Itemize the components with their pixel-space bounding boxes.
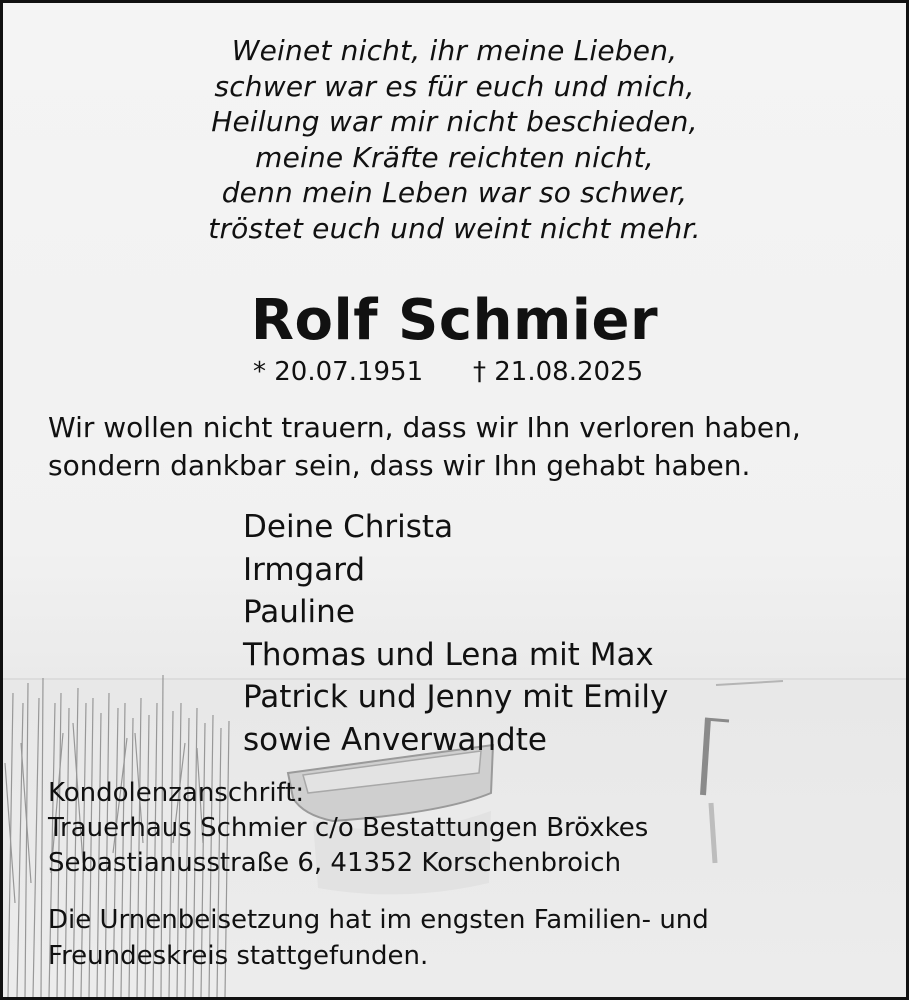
quote-line: Wir wollen nicht trauern, dass wir Ihn verloren haben, (48, 411, 801, 444)
mourner: Irmgard (243, 551, 366, 588)
burial-note (48, 902, 709, 974)
poem (3, 33, 906, 246)
birth-date: * 20.07.1951 (253, 357, 424, 387)
death-date: † 21.08.2025 (473, 357, 644, 387)
memorial-quote (48, 409, 801, 485)
quote-line: sondern dankbar sein, dass wir Ihn gehabt haben. (48, 449, 751, 482)
address-line: Trauerhaus Schmier c/o Bestattungen Bröxkes (48, 813, 649, 843)
mourner: Deine Christa (243, 509, 454, 545)
poem-line: Heilung war mir nicht beschieden, (211, 105, 698, 138)
address-line: Kondolenzanschrift: (48, 778, 305, 808)
poem-line: Weinet nicht, ihr meine Lieben, (231, 34, 678, 67)
poem-line: schwer war es für euch und mich, (214, 69, 695, 103)
mourner: Pauline (243, 594, 355, 630)
deceased-name: Rolf Schmier (250, 288, 659, 353)
mourners-list (243, 506, 668, 761)
address-line: Sebastianusstraße 6, 41352 Korschenbroich (48, 848, 622, 878)
poem-line: denn mein Leben war so schwer, (221, 176, 688, 209)
mourner: Thomas und Lena mit Max (243, 636, 654, 673)
condolence-address (48, 776, 648, 881)
mourner: sowie Anverwandte (243, 721, 547, 758)
burial-line: Die Urnenbeisetzung hat im engsten Familien- und (48, 905, 709, 935)
mourner: Patrick und Jenny mit Emily (243, 679, 669, 715)
poem-line: tröstet euch und weint nicht mehr. (208, 211, 701, 245)
burial-line: Freundeskreis stattgefunden. (48, 941, 429, 971)
poem-line: meine Kräfte reichten nicht, (255, 140, 654, 174)
